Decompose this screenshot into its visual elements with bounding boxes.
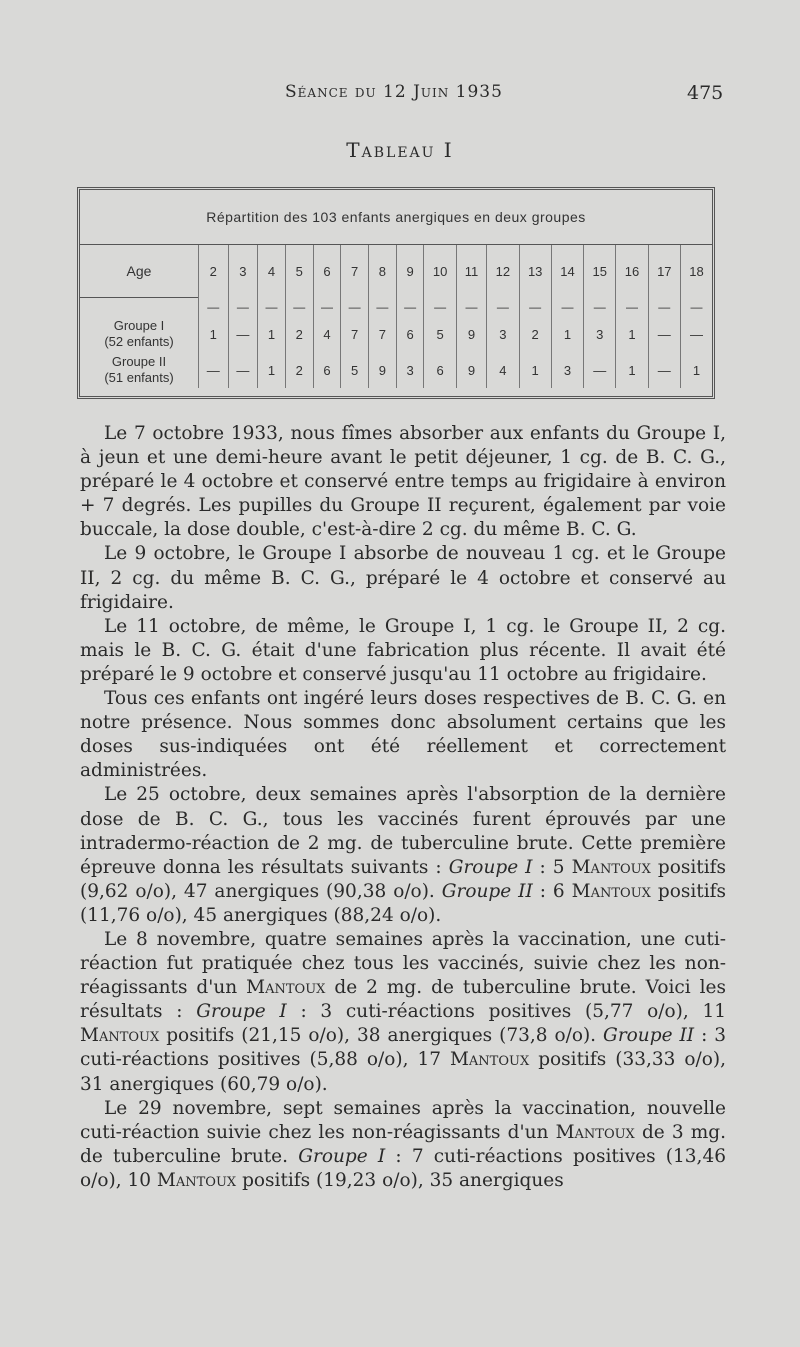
age-cell: 9	[396, 245, 424, 298]
paragraph: Tous ces enfants ont ingéré leurs doses respectives de B. C. G. en notre présence. Nous sommes donc absolument certains que les doses sus-indiquées ont été réellement et correctement administrées.	[80, 688, 726, 782]
paragraph: Le 11 octobre, de même, le Groupe I, 1 cg. le Groupe II, 2 cg. mais le B. C. G. était d'une fabrication plus récente. Il avait été préparé le 9 octobre et conservé jusqu'au 11 octobre au frigidaire.	[80, 615, 726, 685]
rule-cell	[80, 298, 199, 317]
text-run: positifs (11,76 o/o), 45 anergiques (88,24 o/o).	[80, 880, 726, 926]
table-title: Tableau I	[346, 138, 454, 162]
group-1-cell: —	[648, 316, 680, 352]
group-1-cell: 4	[313, 316, 341, 352]
age-cell: 17	[648, 245, 680, 298]
group-2-cell: —	[199, 352, 229, 388]
rule-cell: —	[519, 298, 551, 317]
page-header	[0, 82, 800, 112]
group-1-label	[80, 316, 199, 352]
group-2-cell: 6	[313, 352, 341, 388]
group-2-cell: —	[584, 352, 616, 388]
group-2-cell: 3	[551, 352, 583, 388]
age-cell: 16	[616, 245, 648, 298]
group-1-cell: 5	[424, 316, 456, 352]
age-cell: 7	[341, 245, 369, 298]
mantoux-term: Mantoux	[571, 880, 651, 902]
running-head: Séance du 12 Juin 1935	[285, 82, 503, 102]
text-run: positifs (19,23 o/o), 35 anergiques	[242, 1169, 564, 1191]
group-2-cell: 1	[692, 362, 701, 378]
group-2-label	[80, 352, 199, 388]
text-run: de 3 mg. de tuberculine brute.	[80, 1121, 726, 1167]
group-2-cell: —	[228, 352, 258, 388]
paragraph: Le 9 octobre, le Groupe I absorbe de nouveau 1 cg. et le Groupe II, 2 cg. du même B. C. G., préparé le 4 octobre et conservé au frigidaire.	[80, 543, 726, 613]
rule-cell: —	[369, 298, 397, 317]
age-cell: 15	[584, 245, 616, 298]
age-cell: 10	[424, 245, 456, 298]
group-1-cell: 2	[285, 316, 313, 352]
group-2-count: (51 enfants)	[104, 370, 174, 385]
age-cell: 12	[487, 245, 519, 298]
group-2-cell: 9	[456, 352, 487, 388]
age-cell: 2	[199, 245, 229, 298]
group-2-cell: 1	[616, 352, 648, 388]
group-1-count: (52 enfants)	[104, 334, 174, 349]
age-cell: 11	[456, 245, 487, 298]
rule-row	[80, 298, 712, 317]
text-run: : 3 cuti-réactions positives (5,88 o/o), 17	[80, 1025, 727, 1071]
rule-cell: —	[313, 298, 341, 317]
table-caption: Répartition des 103 enfants anergiques en deux groupes	[80, 190, 712, 245]
age-cell: 3	[228, 245, 258, 298]
text-run: : 6	[539, 880, 565, 902]
data-table-frame	[77, 187, 715, 399]
age-label: Age	[80, 245, 199, 298]
group-1-cell: 7	[369, 316, 397, 352]
group-1-cell: 3	[584, 316, 616, 352]
group-1-name: Groupe I	[113, 318, 165, 333]
rule-cell: —	[228, 298, 258, 317]
rule-cell: —	[424, 298, 456, 317]
group-1-cell: —	[228, 316, 258, 352]
group-1-cell: 7	[341, 316, 369, 352]
age-cell: 5	[285, 245, 313, 298]
group-2-cell: 9	[369, 352, 397, 388]
text-run: : 7 cuti-réactions positives (13,46 o/o), 10	[80, 1145, 726, 1191]
age-cell: 4	[258, 245, 286, 298]
group-2-cell: 3	[396, 352, 424, 388]
mantoux-term: Mantoux	[449, 1049, 530, 1071]
group-2-cell: 5	[341, 352, 369, 388]
paragraph	[80, 928, 726, 1097]
group-2-cell: 2	[285, 352, 313, 388]
group-2-cell: 4	[487, 352, 519, 388]
text-run: Le 29 novembre, sept semaines après la vaccination, nouvelle cuti-réaction suivie chez les non-réagissants d'un	[80, 1097, 726, 1143]
rule-cell: —	[584, 298, 616, 317]
age-header-row	[80, 245, 712, 298]
rule-cell: —	[648, 298, 680, 317]
group-ref: Groupe I	[298, 1145, 386, 1167]
text-run: positifs (33,33 o/o), 31 anergiques (60,79 o/o).	[80, 1049, 726, 1095]
paragraph	[80, 783, 726, 928]
age-cell: 14	[551, 245, 583, 298]
text-run: : 3 cuti-réactions positives (5,77 o/o), 11	[300, 1001, 727, 1023]
group-2-cell: 1	[519, 352, 551, 388]
text-run: : 5	[539, 856, 565, 878]
group-1-cell: 2	[519, 316, 551, 352]
group-1-cell: —	[689, 326, 703, 342]
text-run: de 2 mg. de tuberculine brute. Voici les résultats :	[80, 977, 726, 1023]
rule-cell: —	[690, 299, 703, 314]
text-run: Le 8 novembre, quatre semaines après la vaccination, une cuti-réaction fut pratiquée chez tous les vaccinés, suivie chez les non-réagissants d'un	[80, 928, 726, 999]
mantoux-term: Mantoux	[246, 977, 326, 999]
group-2-cell: 6	[424, 352, 456, 388]
text-run: Le 25 octobre, deux semaines après l'absorption de la dernière dose de B. C. G., tous les vaccinés furent éprouvés par une intradermo-réaction de 2 mg. de tuberculine brute. Cette première épreuve donna les résultats suivants :	[80, 784, 726, 878]
mantoux-term: Mantoux	[555, 1121, 635, 1143]
rule-cell: —	[258, 298, 286, 317]
mantoux-term: Mantoux	[156, 1169, 237, 1191]
group-1-cell: 1	[551, 316, 583, 352]
rule-cell: —	[551, 298, 583, 317]
data-table	[80, 190, 712, 388]
group-1-cell: 1	[258, 316, 286, 352]
mantoux-term: Mantoux	[80, 1025, 160, 1047]
age-cell: 18	[689, 263, 704, 279]
group-1-cell: 1	[616, 316, 648, 352]
group-2-row	[80, 352, 712, 388]
paragraph: Le 7 octobre 1933, nous fîmes absorber aux enfants du Groupe I, à jeun et une demi-heure avant le petit déjeuner, 1 cg. de B. C. G., préparé le 4 octobre et conservé entre temps au frigidaire à environ + 7 degrés. Les pupilles du Groupe II reçurent, également par voie buccale, la dose double, c'est-à-dire 2 cg. du même B. C. G.	[80, 423, 726, 541]
text-run: positifs (21,15 o/o), 38 anergiques (73,8 o/o).	[166, 1025, 597, 1047]
group-1-cell: 6	[396, 316, 424, 352]
group-1-cell: 9	[456, 316, 487, 352]
group-1-row	[80, 316, 712, 352]
group-ref: Groupe II	[441, 880, 533, 902]
text-run: positifs (9,62 o/o), 47 anergiques (90,38 o/o).	[80, 856, 726, 902]
mantoux-term: Mantoux	[571, 856, 651, 878]
group-ref: Groupe I	[196, 1001, 287, 1023]
group-ref: Groupe I	[448, 856, 533, 878]
rule-cell: —	[616, 298, 648, 317]
age-cell: 8	[369, 245, 397, 298]
group-2-cell: 1	[258, 352, 286, 388]
rule-cell: —	[456, 298, 487, 317]
paragraph	[80, 1097, 726, 1193]
rule-cell: —	[285, 298, 313, 317]
rule-cell: —	[199, 298, 229, 317]
rule-cell: —	[341, 298, 369, 317]
body-text	[80, 422, 726, 1193]
group-2-name: Groupe II	[111, 354, 167, 369]
page-number: 475	[687, 82, 724, 104]
group-1-cell: 1	[199, 316, 229, 352]
age-cell: 6	[313, 245, 341, 298]
rule-cell: —	[487, 298, 519, 317]
age-cell: 13	[519, 245, 551, 298]
group-2-cell: —	[648, 352, 680, 388]
rule-cell: —	[396, 298, 424, 317]
group-1-cell: 3	[487, 316, 519, 352]
group-ref: Groupe II	[603, 1025, 695, 1047]
